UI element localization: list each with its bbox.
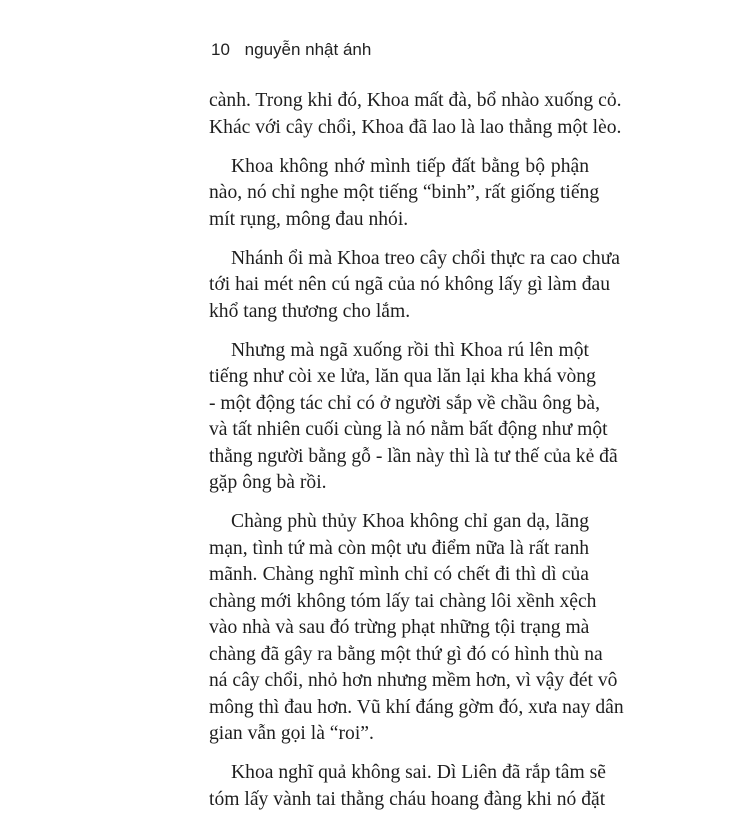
text-line: Nhánh ổi mà Khoa treo cây chổi thực ra cao chưa (231, 247, 621, 269)
text-line: Khác với cây chổi, Khoa đã lao là lao thẳng một lèo. (209, 116, 622, 138)
running-header (211, 40, 371, 60)
text-line: tiếng như còi xe lửa, lăn qua lăn lại kha khá vòng (209, 366, 596, 387)
text-line: Khoa nghĩ quả không sai. Dì Liên đã rắp tâm sẽ (231, 762, 606, 783)
body-text (209, 88, 624, 826)
page-number: 10 (211, 40, 230, 59)
text-line: tóm lấy vành tai thằng cháu hoang đàng khi nó đặt (209, 788, 606, 810)
text-line: tới hai mét nên cú ngã của nó không lấy gì làm đau (209, 274, 611, 295)
paragraph (209, 760, 606, 813)
text-line: cành. Trong khi đó, Khoa mất đà, bổ nhào xuống cỏ. (209, 90, 622, 111)
text-line: mít rụng, mông đau nhói. (209, 208, 409, 230)
text-line: Khoa không nhớ mình tiếp đất bằng bộ phận (231, 155, 589, 177)
text-line: gặp ông bà rồi. (209, 472, 327, 493)
text-line: mãnh. Chàng nghĩ mình chỉ có chết đi thì dì của (209, 564, 589, 585)
text-line: ná cây chổi, nhỏ hơn nhưng mềm hơn, vì vậy đét vô (209, 670, 618, 691)
text-line: mông thì đau hơn. Vũ khí đáng gờm đó, xưa nay dân (209, 696, 624, 718)
paragraph (209, 509, 624, 748)
text-line: nào, nó chỉ nghe một tiếng “binh”, rất giống tiếng (209, 182, 600, 203)
text-line: thằng người bằng gỗ - lần này thì là tư thế của kẻ đã (209, 445, 618, 467)
book-author: nguyễn nhật ánh (244, 40, 372, 59)
paragraph (209, 246, 621, 326)
text-line: khổ tang thương cho lắm. (209, 300, 411, 322)
text-line: chàng đã gây ra bằng một thứ gì đó có hình thù na (209, 643, 603, 665)
text-line: vào nhà và sau đó trừng phạt những tội trạng mà (209, 617, 590, 638)
text-line: chàng mới không tóm lấy tai chàng lôi xềnh xệch (209, 590, 597, 612)
text-line: Chàng phù thủy Khoa không chỉ gan dạ, lãng (231, 511, 589, 532)
text-line: mạn, tình tứ mà còn một ưu điểm nữa là rất ranh (209, 537, 590, 559)
text-line: - một động tác chỉ có ở người sắp về chầu ông bà, (209, 392, 601, 414)
paragraph (209, 154, 600, 234)
text-line: Nhưng mà ngã xuống rồi thì Khoa rú lên một (231, 339, 589, 361)
text-line: gian vẫn gọi là “roi”. (209, 723, 374, 744)
paragraph (209, 338, 618, 497)
text-line: và tất nhiên cuối cùng là nó nằm bất động như một (209, 419, 608, 440)
paragraph (209, 88, 622, 141)
